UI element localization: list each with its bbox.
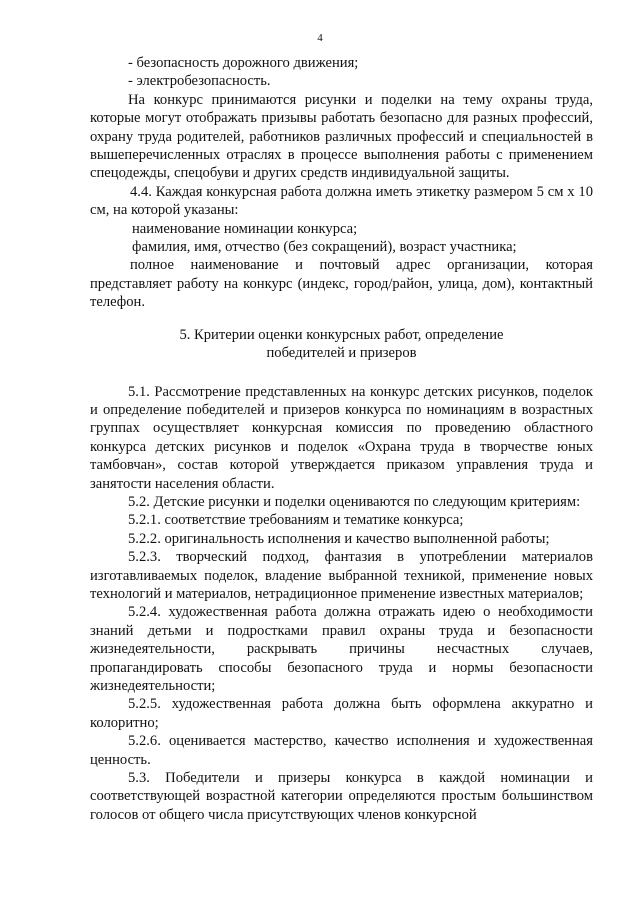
section-heading-line2: победителей и призеров	[266, 345, 417, 362]
label-item-organization: полное наименование и почтовый адрес организации, которая представляет работу на конкурс (индекс, город/район, улица, дом), контактный телефон.	[90, 257, 593, 311]
list-item-road-safety: - безопасность дорожного движения;	[128, 55, 359, 71]
paragraph-5-3: 5.3. Победители и призеры конкурса в каждой номинации и соответствующей возрастной категории определяются простым большинством голосов от общего числа присутствующих членов конкурсной	[90, 770, 593, 823]
label-item-nomination: наименование номинации конкурса;	[132, 220, 358, 237]
section-heading	[90, 326, 593, 363]
paragraph-5-2-2: 5.2.2. оригинальность исполнения и качество выполненной работы;	[128, 530, 550, 547]
paragraph-5-2-6: 5.2.6. оценивается мастерство, качество исполнения и художественная ценность.	[90, 733, 593, 768]
section-heading-line1: 5. Критерии оценки конкурсных работ, определение	[179, 326, 504, 343]
paragraph-4-4: 4.4. Каждая конкурсная работа должна иметь этикетку размером 5 см х 10 см, на которой указаны:	[90, 183, 593, 219]
label-item-participant: фамилия, имя, отчество (без сокращений), возраст участника;	[132, 239, 517, 256]
paragraph-5-1: 5.1. Рассмотрение представленных на конкурс детских рисунков, поделок и определение победителей и призеров конкурса по номинациям в возрастных группах осуществляет конкурсная комиссия по проведению областного конкурса детских рисунков и поделок «Охрана труда в творчестве юных тамбовчан», состав которой утверждается приказом управления труда и занятости населения области.	[90, 383, 593, 492]
paragraph-5-2: 5.2. Детские рисунки и поделки оцениваются по следующим критериям:	[128, 493, 581, 510]
list-item-electrical-safety: - электробезопасность.	[128, 73, 271, 90]
document-body	[90, 54, 593, 824]
paragraph-5-2-1: 5.2.1. соответствие требованиям и тематике конкурса;	[128, 512, 464, 529]
paragraph-accepted-works: На конкурс принимаются рисунки и поделки на тему охраны труда, которые могут отображать призывы работать безопасно для разных профессий, охрану труда родителей, работников различных профессий и специальностей в вышеперечисленных отраслях в процессе выполнения работы с применением спецодежды, спецобуви и других средств индивидуальной защиты.	[90, 91, 593, 182]
paragraph-5-2-5: 5.2.5. художественная работа должна быть оформлена аккуратно и колоритно;	[90, 696, 593, 731]
paragraph-5-2-3: 5.2.3. творческий подход, фантазия в употреблении материалов изготавливаемых поделок, владение выбранной техникой, применение новых технологий и материалов, нетрадиционное применение известных материалов;	[90, 549, 593, 602]
paragraph-5-2-4: 5.2.4. художественная работа должна отражать идею о необходимости знаний детьми и подростками правил охраны труда и безопасности жизнедеятельности, раскрывать причины несчастных случаев, пропагандировать способы безопасного труда и нормы безопасности жизнедеятельности;	[90, 604, 593, 694]
page-number: 4	[317, 32, 323, 44]
